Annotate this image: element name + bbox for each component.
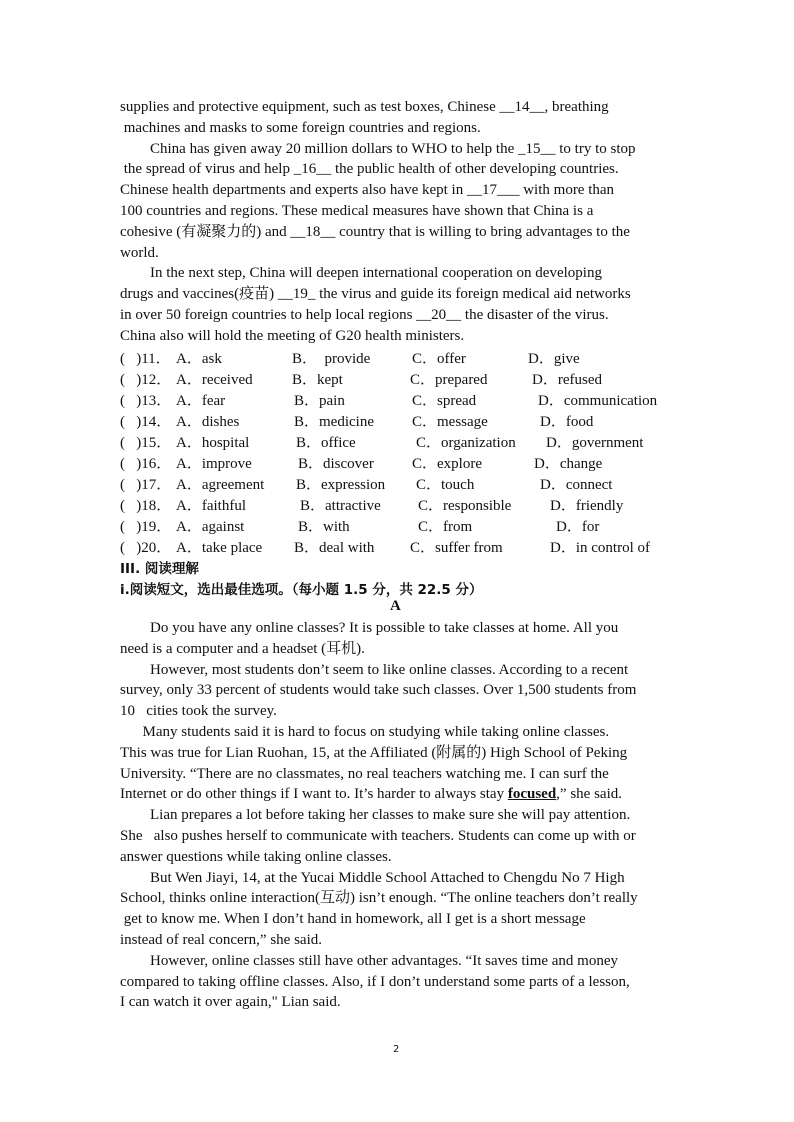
option-d: D．friendly <box>550 498 624 514</box>
text-line: But Wen Jiayi, 14, at the Yucai Middle School Attached to Chengdu No 7 High <box>120 869 625 886</box>
option-b: B． provide <box>292 351 371 367</box>
option-c: C．prepared <box>410 372 488 388</box>
text-line: Chinese health departments and experts also have kept in __17___ with more than <box>120 182 615 199</box>
cloze-passage-continuation <box>120 97 680 347</box>
option-b: B．pain <box>294 393 345 409</box>
option-a: A．take place <box>176 540 263 556</box>
reading-passage-a <box>120 618 680 1013</box>
question-number: ( )17． <box>120 477 172 493</box>
question-number: ( )18． <box>120 498 172 514</box>
text-line: world. <box>120 244 159 261</box>
text-line: machines and masks to some foreign countries and regions. <box>120 119 481 136</box>
option-c: C．from <box>418 519 473 535</box>
option-row <box>120 368 680 388</box>
keyword-focused: focused <box>507 786 557 803</box>
question-number: ( )19． <box>120 519 172 535</box>
option-a: A．faithful <box>176 498 246 514</box>
option-c: C．organization <box>416 435 516 451</box>
question-number: ( )16． <box>120 456 172 472</box>
text-line: She also pushes herself to communicate with teachers. Students can come up with or <box>120 827 636 844</box>
option-row <box>120 347 680 367</box>
text-line: However, most students don’t seem to like online classes. According to a recent <box>120 661 629 678</box>
text-line: In the next step, China will deepen international cooperation on developing <box>120 265 602 282</box>
option-d: D．food <box>540 414 594 430</box>
option-c: C．touch <box>416 477 475 493</box>
option-c: C．offer <box>412 351 466 367</box>
option-d: D．for <box>556 519 600 535</box>
text-line: the spread of virus and help _16__ the public health of other developing countries. <box>120 161 619 178</box>
text-line: 100 countries and regions. These medical measures have shown that China is a <box>120 202 594 219</box>
option-row <box>120 515 680 535</box>
option-a: A．improve <box>176 456 252 472</box>
option-a: A．ask <box>176 351 222 367</box>
text-line: instead of real concern,” she said. <box>120 931 322 948</box>
passage-label: A <box>390 598 401 614</box>
text-line: need is a computer and a headset (耳机). <box>120 640 365 657</box>
option-c: C．explore <box>412 456 482 472</box>
text-line: School, thinks online interaction(互动) isn’t enough. “The online teachers don’t really <box>120 890 638 907</box>
option-row <box>120 536 680 556</box>
question-number: ( )15． <box>120 435 172 451</box>
option-b: B．kept <box>292 372 343 388</box>
text-line: I can watch it over again," Lian said. <box>120 994 341 1011</box>
option-c: C．suffer from <box>410 540 503 556</box>
option-b: B．medicine <box>294 414 374 430</box>
option-c: C．message <box>412 414 488 430</box>
text-line: 10 cities took the survey. <box>120 703 277 720</box>
option-a: A．against <box>176 519 245 535</box>
option-d: D．in control of <box>550 540 650 556</box>
option-b: B．with <box>298 519 350 535</box>
option-row <box>120 389 680 409</box>
text-line: Many students said it is hard to focus on studying while taking online classes. <box>120 723 610 740</box>
text-line: China also will hold the meeting of G20 health ministers. <box>120 327 465 344</box>
text-line: answer questions while taking online classes. <box>120 848 392 865</box>
section-instruction: i.阅读短文，选出最佳选项。（每小题 1.5 分，共 22.5 分） <box>120 582 483 598</box>
text-line: drugs and vaccines(疫苗) __19_ the virus and guide its foreign medical aid networks <box>120 286 631 303</box>
text-line: cohesive (有凝聚力的) and __18__ country that is willing to bring advantages to the <box>120 223 630 240</box>
section-title: III. 阅读理解 <box>120 561 199 577</box>
text-line: supplies and protective equipment, such as test boxes, Chinese __14__, breathing <box>120 99 609 115</box>
option-row <box>120 431 680 451</box>
option-a: A．received <box>176 372 253 388</box>
text-fragment: ,” she said. <box>556 786 622 803</box>
option-b: B．discover <box>298 456 374 472</box>
question-number: ( )13． <box>120 393 172 409</box>
option-row <box>120 473 680 493</box>
text-line: in over 50 foreign countries to help local regions __20__ the disaster of the virus. <box>120 306 609 323</box>
text-line: This was true for Lian Ruohan, 15, at the Affiliated (附属的) High School of Peking <box>120 744 628 761</box>
text-line: Do you have any online classes? It is possible to take classes at home. All you <box>120 620 619 636</box>
question-number: ( )11． <box>120 351 171 367</box>
text-line: survey, only 33 percent of students would take such classes. Over 1,500 students from <box>120 682 637 699</box>
option-row <box>120 494 680 514</box>
page-number: 2 <box>393 1044 400 1055</box>
option-d: D．give <box>528 351 580 367</box>
question-number: ( )12． <box>120 372 172 388</box>
question-number: ( )14． <box>120 414 172 430</box>
option-c: C．spread <box>412 393 477 409</box>
option-a: A．fear <box>176 393 226 409</box>
text-line: compared to taking offline classes. Also, if I don’t understand some parts of a lesson, <box>120 973 630 990</box>
option-row <box>120 452 680 472</box>
option-a: A．agreement <box>176 477 265 493</box>
option-b: B．expression <box>296 477 386 493</box>
option-d: D．communication <box>538 393 658 409</box>
option-a: A．dishes <box>176 414 240 430</box>
text-line: China has given away 20 million dollars to WHO to help the _15__ to try to stop <box>120 140 636 157</box>
option-row <box>120 410 680 430</box>
text-line: get to know me. When I don’t hand in homework, all I get is a short message <box>120 911 586 928</box>
option-d: D．government <box>546 435 644 451</box>
question-number: ( )20． <box>120 540 172 556</box>
option-a: A．hospital <box>176 435 250 451</box>
option-c: C．responsible <box>418 498 512 514</box>
text-line-with-keyword <box>120 784 680 805</box>
text-fragment: Internet or do other things if I want to. It’s harder to always stay <box>120 786 505 803</box>
option-d: D．refused <box>532 372 602 388</box>
option-b: B．office <box>296 435 356 451</box>
option-b: B．attractive <box>300 498 381 514</box>
text-line: University. “There are no classmates, no real teachers watching me. I can surf the <box>120 765 609 782</box>
text-line: Lian prepares a lot before taking her classes to make sure she will pay attention. <box>120 807 631 824</box>
option-d: D．change <box>534 456 603 472</box>
option-d: D．connect <box>540 477 613 493</box>
text-line: However, online classes still have other advantages. “It saves time and money <box>120 952 619 969</box>
option-b: B．deal with <box>294 540 375 556</box>
